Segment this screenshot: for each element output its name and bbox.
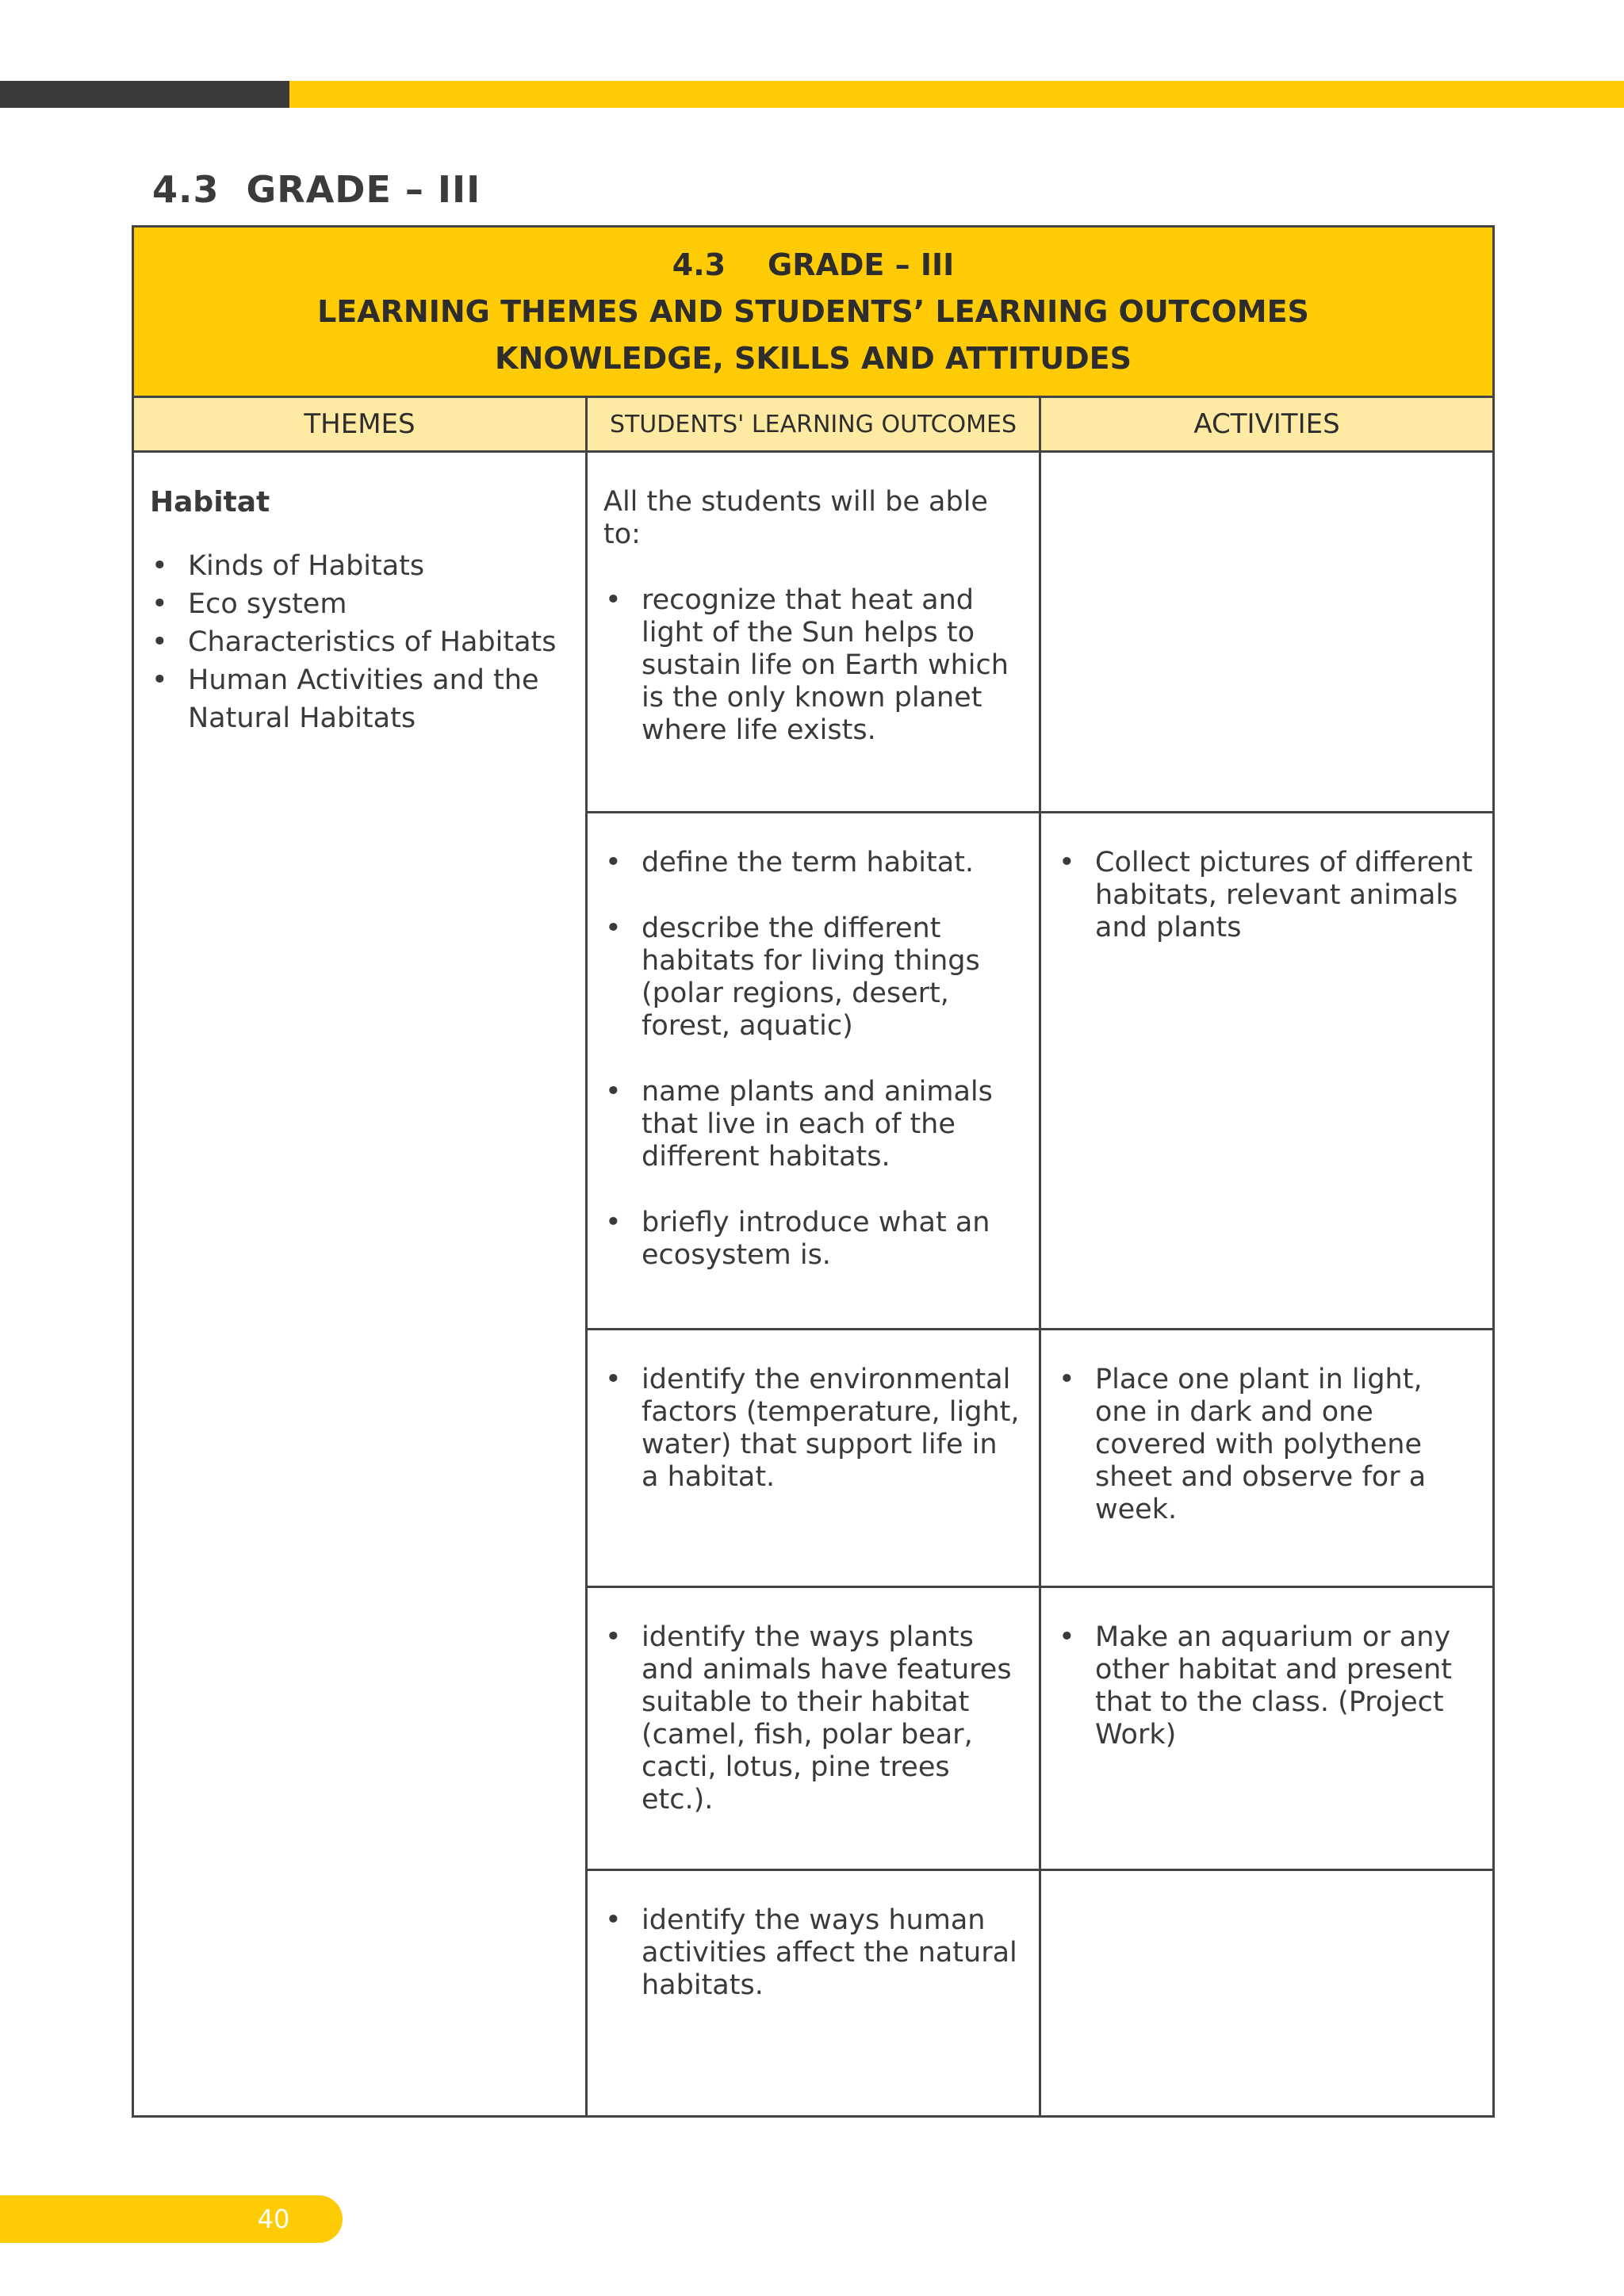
outcomes-cell (587, 1587, 1040, 1870)
outcomes-list (603, 1621, 1023, 1816)
list-item: • Make an aquarium or any other habitat and present that to the class. (Project Work) (1057, 1621, 1477, 1751)
list-item: • identify the environmental factors (temperature, light, water) that support life in a habitat. (603, 1364, 1023, 1494)
column-header-themes: THEMES (133, 397, 587, 452)
theme-list (150, 547, 569, 737)
list-item: • define the term habitat. (603, 847, 1023, 879)
top-bar-yellow-segment (289, 81, 1624, 108)
table-row (133, 452, 1494, 813)
list-item: • identify the ways human activities affect the natural habitats. (603, 1904, 1023, 2002)
list-item: • Collect pictures of different habitats, relevant animals and plants (1057, 847, 1477, 944)
list-item: • Kinds of Habitats (150, 547, 569, 585)
activities-cell (1040, 813, 1494, 1330)
outcomes-cell (587, 1870, 1040, 2117)
list-item: • identify the ways plants and animals have features suitable to their habitat (camel, fish, polar bear, cacti, lotus, pine trees etc.). (603, 1621, 1023, 1816)
section-heading: 4.3 GRADE – III (152, 168, 481, 211)
outcomes-cell (587, 452, 1040, 813)
list-item: • Human Activities and the Natural Habitats (150, 661, 569, 737)
banner-subtitle-2: KNOWLEDGE, SKILLS AND ATTITUDES (495, 340, 1132, 376)
outcomes-list (603, 847, 1023, 1272)
activities-list (1057, 1621, 1477, 1751)
list-item: • briefly introduce what an ecosystem is. (603, 1207, 1023, 1272)
page-number: 40 (257, 2204, 290, 2234)
activities-list (1057, 847, 1477, 944)
outcomes-list (603, 1904, 1023, 2002)
banner-grade-title: 4.3 GRADE – III (672, 247, 955, 282)
list-item: • describe the different habitats for living things (polar regions, desert, forest, aquatic) (603, 913, 1023, 1043)
activities-cell (1040, 1587, 1494, 1870)
table-banner (133, 227, 1494, 397)
activities-cell (1040, 1330, 1494, 1587)
activities-cell (1040, 452, 1494, 813)
outcomes-cell (587, 1330, 1040, 1587)
outcomes-list (603, 1364, 1023, 1494)
column-header-activities: ACTIVITIES (1040, 397, 1494, 452)
list-item: • Place one plant in light, one in dark and one covered with polythene sheet and observe for a week. (1057, 1364, 1477, 1526)
column-header-row (133, 397, 1494, 452)
list-item: • name plants and animals that live in each of the different habitats. (603, 1076, 1023, 1173)
activities-cell (1040, 1870, 1494, 2117)
curriculum-table (132, 225, 1495, 2118)
list-item: • Characteristics of Habitats (150, 623, 569, 661)
outcomes-intro: All the students will be able to: (603, 486, 988, 550)
top-bar-dark-segment (0, 81, 289, 108)
banner-subtitle: LEARNING THEMES AND STUDENTS’ LEARNING OUTCOMES (317, 293, 1309, 329)
banner-row (133, 227, 1494, 397)
list-item: • Eco system (150, 585, 569, 623)
column-header-outcomes: STUDENTS' LEARNING OUTCOMES (587, 397, 1040, 452)
activities-list (1057, 1364, 1477, 1526)
theme-cell (133, 452, 587, 2117)
outcomes-cell (587, 813, 1040, 1330)
list-item: • recognize that heat and light of the Sun helps to sustain life on Earth which is the only known planet where life exists. (603, 584, 1023, 747)
theme-title: Habitat (150, 486, 270, 519)
outcomes-list (603, 584, 1023, 747)
